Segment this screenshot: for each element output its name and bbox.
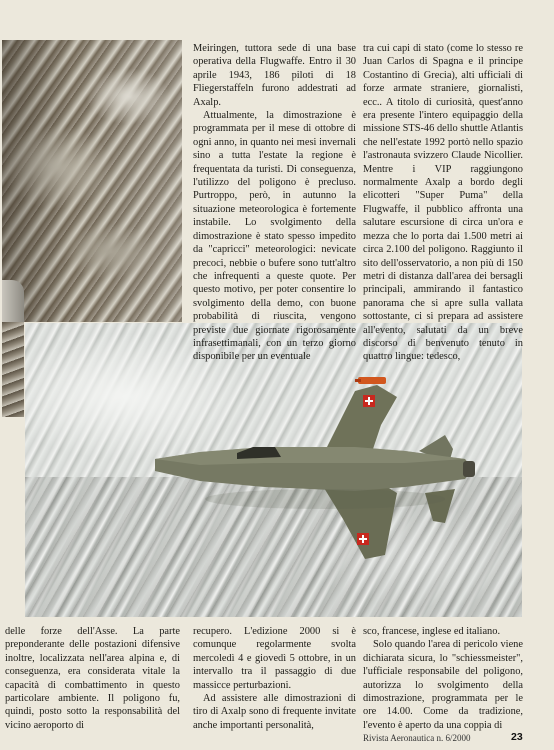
- upper-wing: [325, 385, 397, 455]
- paragraph: recupero. L'edizione 2000 si è comunque regolarmente svolta mercoledì 4 e giovedì 5 ottobre, in un intervallo tra il passaggio di due massicce perturbazioni.: [193, 626, 356, 691]
- paragraph: Attualmente, la dimostrazione è programmata per il mese di ottobre di ogni anno, in quanto nei mesi invernali sino a tutta l'estate la regione è frequentata da turisti. Di conseguenza, l'utilizzo del poligono è precluso. Purtroppo, però, in autunno la situazione meteorologica è fortemente instabile. Lo svolgimento della dimostrazione è stato spesso impedito da "capricci" meteorologici: nevicate precoci, nebbie o bufere sono tutt'altro che infrequenti a queste quote. Per questo motivo, per poter consentire lo svolgimento della demo, con buone probabilità di riuscita, vengono previste due giornate rigorosamente infrasettimanali, con un terzo giorno disponibile per un eventuale: [193, 110, 356, 363]
- paragraph: Ad assistere alle dimostrazioni di tiro di Axalp sono di frequente invitate anche importanti personalità,: [193, 693, 356, 731]
- text-column-3: [5, 625, 180, 732]
- text-column-1: [193, 42, 356, 364]
- snowy-mountain-photo-edge: [2, 322, 24, 417]
- text-column-4: [193, 625, 356, 732]
- paragraph: sco, francese, inglese ed italiano.: [363, 626, 501, 637]
- text-column-2: [363, 42, 523, 364]
- aircraft-wingtip-fragment: [2, 280, 24, 322]
- paragraph: tra cui capi di stato (come lo stesso re Juan Carlos di Spagna e il principe Costantino di Grecia), alti ufficiali di forze armate straniere, giornalisti, ecc.. A titolo di curiosità, quest'anno era presente l'intero equipaggio della missione STS-46 dello shuttle Atlantis che nell'estate 1992 portò nello spazio l'astronauta svizzero Claude Nicollier. Mentre i VIP raggiungono normalmente Axalp a bordo degli elicotteri "Super Puma" della Flugwaffe, il pubblico affronta una salutare escursione di circa un'ora e mezza che lo porta dai 1.500 metri ai circa 2.100 del poligono. Raggiunto il sito dell'osservatorio, a non più di 150 metri di distanza dall'area dei bersagli principali, ammirando il fantastico panorama che si apre sulla vallata sottostante, ci si prepara ad assistere all'evento, salutati da un breve discorso di benvenuto tenuto in quattro lingue: tedesco,: [363, 43, 523, 363]
- paragraph: Meiringen, tuttora sede di una base operativa della Flugwaffe. Entro il 30 aprile 1943, 186 piloti di 18 Fliegerstaffeln furono addestrati ad Axalp.: [193, 43, 356, 108]
- paragraph: Solo quando l'area di pericolo viene dichiarata sicura, lo "schiessmeister", l'ufficiale responsabile del poligono, autorizza lo svolgimento della dimostrazione, programmata per le ore 14.00. Come da tradizione, l'evento è aperto da una coppia di: [363, 639, 523, 731]
- page-number: 23: [511, 731, 523, 743]
- snowy-mountain-photo: [2, 40, 182, 322]
- photo-shading: [2, 40, 182, 322]
- journal-name: Rivista Aeronautica n. 6/2000: [363, 733, 471, 743]
- f5-tiger-aircraft-photo: [25, 323, 522, 617]
- text-column-5: [363, 625, 523, 732]
- paragraph: delle forze dell'Asse. La parte preponderante delle postazioni difensive inoltre, localizzata nell'area alpina e, di conseguenza, era considerata vitale la capacità di combattimento in questo particolare ambiente. Il poligono fu, quindi, posto sotto la responsabilità del vicino aeroporto di: [5, 626, 180, 731]
- aircraft-illustration: [25, 323, 522, 617]
- red-wingtip-pod: [358, 377, 386, 384]
- page-footer: [0, 733, 554, 747]
